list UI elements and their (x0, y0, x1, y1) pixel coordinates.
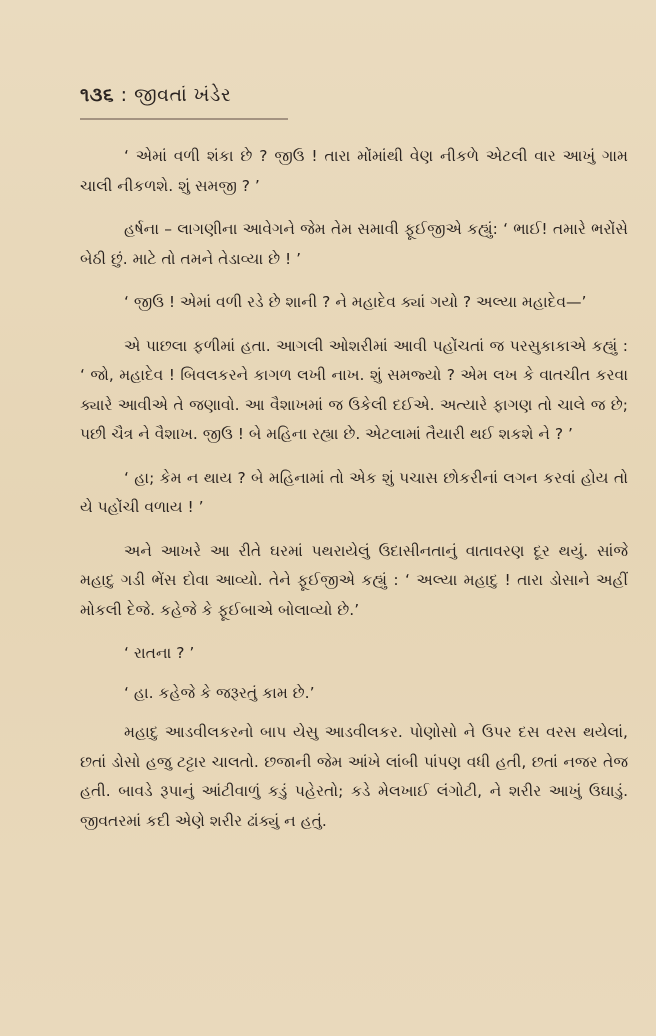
paragraph: ‘ રાતના ? ’ (124, 644, 195, 662)
paragraph: હર્ષના – લાગણીના આવેગને જેમ તેમ સમાવી ફૂઈજીએ કહ્યું: ‘ ભાઈ! તમારે ભરોંસે બેઠી છું. માટે તો તમને તેડાવ્યા છે ! ’ (80, 220, 628, 268)
paragraph: એ પાછલા ફળીમાં હતા. આગલી ઓશરીમાં આવી પહોંચતાં જ પરસુકાકાએ કહ્યું : ‘ જો, મહાદેવ ! બિવલકરને કાગળ લખી નાખ. શું સમજ્યો ? એમ લખ કે વાતચીત કરવા ક્યારે આવીએ તે જણાવો. આ વૈશાખમાં જ ઉકેલી દઈએ. અત્યારે ફાગણ તો ચાલે જ છે; પછી ચૈત્ર ને વૈશાખ. જીઉ ! બે મહિના રહ્યા છે. એટલામાં તૈયારી થઈ શકશે ને ? ’ (80, 336, 628, 443)
paragraph: ‘ જીઉ ! એમાં વળી રડે છે શાની ? ને મહાદેવ ક્યાં ગયો ? અલ્યા મહાદેવ—’ (124, 293, 587, 311)
header-separator: : (120, 84, 128, 106)
page-number: ૧૩૬ (80, 84, 115, 106)
page-header (80, 84, 231, 106)
paragraph: ‘ એમાં વળી શંકા છે ? જીઉ ! તારા મોંમાંથી વેણ નીકળે એટલી વાર આખું ગામ ચાલી નીકળશે. શું સમજી ? ’ (80, 147, 628, 195)
paragraph: મહાદુ આડવીલકરનો બાપ યેસુ આડવીલકર. પોણોસો ને ઉપર દસ વરસ થયેલાં, છતાં ડોસો હજુ ટટ્ટાર ચાલતો. છજાની જેમ આંખે લાંબી પાંપણ વધી હતી, છતાં નજર તેજ હતી. બાવડે રૂપાનું આંટીવાળું કડું પહેરતો; કડે મેલખાઈ લંગોટી, ને શરીર આખું ઉઘાડું. જીવતરમાં કદી એણે શરીર ઢાંક્યું ન હતું. (80, 723, 628, 830)
page-body (80, 142, 628, 850)
header-rule (80, 118, 288, 120)
paragraph: અને આખરે આ રીતે ઘરમાં પથરાયેલું ઉદાસીનતાનું વાતાવરણ દૂર થયું. સાંજે મહાદુ ગડી ભેંસ દોવા આવ્યો. તેને ફૂઈજીએ કહ્યું : ‘ અલ્યા મહાદુ ! તારા ડોસાને અહીં મોકલી દેજે. કહેજે કે ફૂઈબાએ બોલાવ્યો છે.’ (80, 541, 628, 619)
paragraph: ‘ હા. કહેજે કે જરૂરતું કામ છે.’ (124, 683, 315, 702)
paragraph: ‘ હા; કેમ ન થાય ? બે મહિનામાં તો એક શું પચાસ છોકરીનાં લગન કરવાં હોય તો યે પહોંચી વળાય ! ’ (80, 468, 628, 516)
chapter-title: જીવતાં ખંડેર (134, 84, 232, 106)
